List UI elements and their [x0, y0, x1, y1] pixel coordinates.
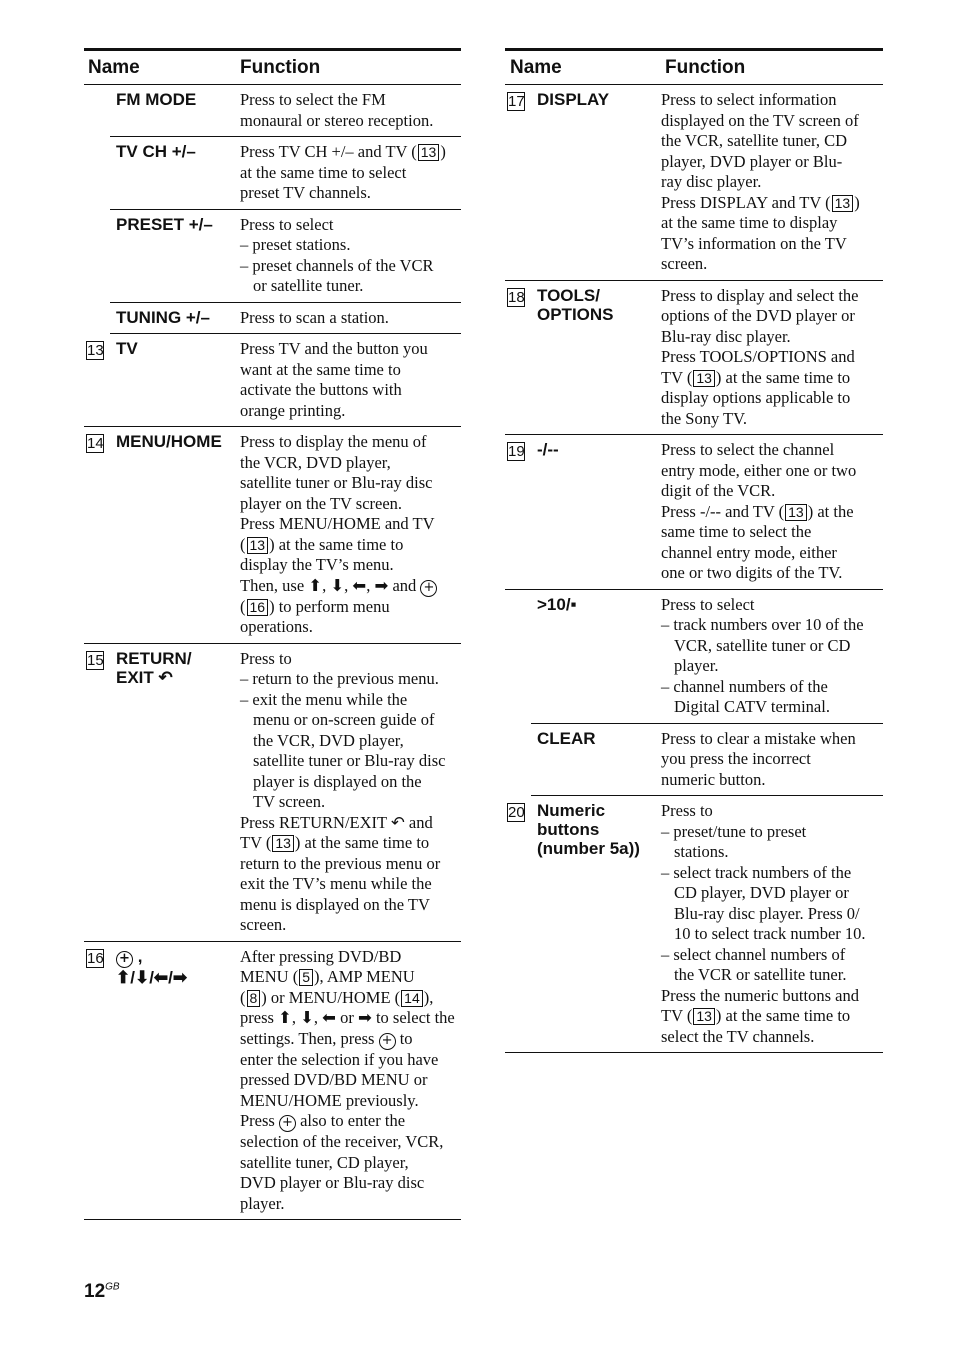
function-line: MENU ( 5 ), AMP MENU: [240, 967, 415, 986]
page-suffix: GB: [105, 1281, 120, 1293]
button-name: >10/▪: [537, 594, 577, 614]
button-name: -/--: [537, 440, 559, 459]
enter-button-icon: +: [379, 1033, 396, 1050]
table-header: [84, 48, 461, 85]
function-line: Blu-ray disc player. Press 0/: [674, 903, 860, 923]
function-line: Press TV CH +/– and TV ( 13 ): [240, 142, 446, 161]
function-line: the VCR, DVD player,: [253, 730, 404, 750]
function-text: [661, 590, 883, 723]
table-row: [505, 796, 883, 1053]
function-line: screen.: [240, 915, 287, 934]
function-line: After pressing DVD/BD: [240, 946, 402, 966]
function-text: [240, 85, 461, 136]
function-line: Press MENU/HOME and TV: [240, 514, 435, 533]
function-line: displayed on the TV screen of: [661, 110, 859, 130]
button-name: DISPLAY: [537, 90, 610, 109]
function-line: menu or on-screen guide of: [253, 710, 435, 729]
function-line: player is displayed on the: [253, 771, 422, 791]
function-line: Press the numeric buttons and: [661, 985, 859, 1005]
function-line: player on the TV screen.: [240, 493, 403, 513]
function-line: CD player, DVD player or: [674, 883, 849, 902]
button-name: TOOLS/ OPTIONS: [537, 285, 614, 324]
function-line: – preset stations.: [240, 235, 351, 254]
button-name: TUNING +/–: [116, 307, 210, 327]
reference-number: 14: [401, 990, 423, 1007]
button-name: FM MODE: [116, 90, 197, 109]
table-row: [84, 644, 461, 942]
function-line: digit of the VCR.: [661, 481, 776, 500]
function-line: Press to select the FM: [240, 90, 386, 109]
function-line: monaural or stereo reception.: [240, 110, 434, 130]
function-text: [240, 644, 461, 941]
function-line: want at the same time to: [240, 359, 401, 379]
function-line: Press to: [661, 801, 713, 820]
function-line: TV ( 13 ) at the same time to: [240, 833, 430, 852]
button-name: MENU/HOME: [116, 432, 222, 451]
function-line: numeric button.: [661, 769, 766, 789]
function-line: MENU/HOME previously.: [240, 1090, 419, 1110]
table-row: [110, 137, 461, 210]
function-line: TV ( 13 ) at the same time to: [661, 1006, 851, 1025]
left-rows: [84, 85, 461, 1220]
function-line: ( 13 ) at the same time to: [240, 534, 404, 554]
function-line: – preset/tune to preset: [661, 821, 807, 841]
reference-number: 8: [247, 990, 261, 1007]
function-line: press ⬆, ⬇, ⬅ or ➡ to select the: [240, 1008, 455, 1027]
function-line: Press to select information: [661, 90, 837, 109]
header-function: Function: [240, 57, 321, 78]
function-line: Press to select: [240, 214, 334, 234]
function-line: – preset channels of the VCR: [240, 255, 434, 275]
page-number-value: 12: [84, 1281, 106, 1302]
enter-button-icon: +: [116, 951, 133, 968]
function-line: selection of the receiver, VCR,: [240, 1132, 444, 1151]
function-line: same time to select the: [661, 522, 812, 541]
function-line: at the same time to display: [661, 213, 838, 232]
function-line: – return to the previous menu.: [240, 669, 439, 688]
function-line: – exit the menu while the: [240, 689, 408, 709]
table-row: [531, 724, 883, 797]
function-line: Press DISPLAY and TV ( 13 ): [661, 192, 860, 212]
function-line: DVD player or Blu-ray disc: [240, 1173, 425, 1192]
reference-number: 16: [247, 599, 269, 616]
row-number: 20: [508, 804, 525, 821]
function-line: – select track numbers of the: [661, 862, 852, 882]
function-line: entry mode, either one or two: [661, 460, 857, 480]
row-number: 14: [87, 435, 104, 452]
function-line: Press to display the menu of: [240, 432, 427, 451]
right-table: [505, 48, 883, 1053]
function-line: orange printing.: [240, 400, 346, 420]
table-row: [531, 590, 883, 724]
button-name: PRESET +/–: [116, 214, 213, 234]
function-line: TV screen.: [253, 792, 326, 811]
right-rows: [505, 85, 883, 1053]
button-name: TV CH +/–: [116, 142, 196, 161]
function-line: Press + also to enter the: [240, 1111, 406, 1130]
button-name: + , ⬆/⬇/⬅/➡: [116, 946, 188, 987]
function-line: preset TV channels.: [240, 183, 371, 202]
button-name: TV: [116, 339, 138, 358]
function-line: Digital CATV terminal.: [674, 697, 830, 716]
table-row: [505, 281, 883, 436]
enter-button-icon: +: [279, 1115, 296, 1132]
reference-number: 13: [693, 370, 715, 387]
function-line: operations.: [240, 617, 313, 636]
function-text: [240, 137, 461, 209]
function-text: [661, 281, 883, 435]
function-line: player.: [240, 1193, 285, 1213]
function-line: player.: [674, 656, 719, 675]
function-line: TV ( 13 ) at the same time to: [661, 367, 851, 387]
function-line: Press TOOLS/OPTIONS and: [661, 347, 855, 366]
function-line: satellite tuner or Blu-ray disc: [240, 473, 433, 492]
function-text: [661, 796, 883, 1052]
function-line: Blu-ray disc player.: [661, 326, 791, 346]
table-row: [505, 435, 883, 590]
function-line: the VCR, DVD player,: [240, 452, 391, 472]
function-line: Press TV and the button you: [240, 339, 428, 358]
table-row: [84, 942, 461, 1221]
function-line: Press to: [240, 648, 292, 668]
row-number: 18: [508, 288, 525, 306]
button-name: CLEAR: [537, 728, 596, 748]
function-line: at the same time to select: [240, 162, 407, 182]
function-line: return to the previous menu or: [240, 853, 441, 873]
function-line: ray disc player.: [661, 172, 762, 191]
function-line: options of the DVD player or: [661, 306, 855, 325]
function-line: screen.: [661, 254, 708, 273]
function-line: Then, use ⬆, ⬇, ⬅, ➡ and +: [240, 576, 461, 597]
function-line: display the TV’s menu.: [240, 555, 394, 574]
row-number: 13: [87, 342, 104, 359]
table-row: [84, 334, 461, 427]
function-line: – select channel numbers of: [661, 944, 846, 964]
function-line: exit the TV’s menu while the: [240, 874, 432, 893]
function-line: Press to select: [661, 594, 755, 614]
header-function: Function: [665, 57, 746, 78]
row-number: 16: [87, 949, 104, 967]
table-header: [505, 48, 883, 85]
function-text: [240, 210, 461, 302]
reference-number: 13: [418, 144, 440, 161]
function-text: [661, 724, 883, 796]
function-line: activate the buttons with: [240, 380, 402, 399]
function-line: TV’s information on the TV: [661, 233, 847, 253]
function-line: satellite tuner or Blu-ray disc: [253, 751, 446, 770]
function-line: – track numbers over 10 of the: [661, 615, 864, 634]
table-row: [110, 210, 461, 303]
function-line: Press to select the channel: [661, 440, 835, 459]
function-line: Press to display and select the: [661, 285, 859, 305]
function-line: Press -/-- and TV ( 13 ) at the: [661, 501, 854, 521]
function-line: ( 8 ) or MENU/HOME ( 14 ),: [240, 987, 434, 1007]
function-line: 10 to select track number 10.: [674, 924, 866, 943]
reference-number: 13: [272, 835, 294, 852]
function-text: [240, 427, 461, 643]
table-row: [110, 85, 461, 137]
function-line: menu is displayed on the TV: [240, 894, 430, 914]
function-text: [661, 435, 883, 589]
table-row: [110, 303, 461, 335]
reference-number: 13: [832, 195, 854, 212]
function-line: enter the selection if you have: [240, 1049, 439, 1069]
page-number: [84, 1281, 120, 1303]
reference-number: 13: [247, 537, 269, 554]
row-number: 19: [508, 443, 525, 460]
function-line: channel entry mode, either: [661, 542, 837, 562]
function-line: settings. Then, press + to: [240, 1028, 413, 1048]
enter-button-icon: +: [420, 580, 437, 597]
function-line: – channel numbers of the: [661, 676, 828, 696]
function-line: stations.: [674, 842, 729, 861]
function-line: player, DVD player or Blu-: [661, 151, 843, 171]
function-line: the VCR, satellite tuner, CD: [661, 131, 848, 150]
function-line: display options applicable to: [661, 388, 851, 407]
table-row: [84, 427, 461, 644]
button-name: Numeric buttons (number 5a)): [537, 801, 640, 858]
header-name: Name: [510, 57, 562, 78]
function-line: or satellite tuner.: [253, 276, 364, 295]
function-line: one or two digits of the TV.: [661, 563, 843, 582]
function-line: satellite tuner, CD player,: [240, 1152, 409, 1172]
table-row: [505, 85, 883, 281]
function-text: [661, 85, 883, 280]
function-line: ( 16 ) to perform menu: [240, 596, 390, 616]
reference-number: 13: [693, 1008, 715, 1025]
row-number: 15: [87, 651, 104, 669]
function-line: Press RETURN/EXIT ↶ and: [240, 812, 433, 832]
function-line: Press to scan a station.: [240, 307, 389, 327]
function-line: pressed DVD/BD MENU or: [240, 1070, 428, 1089]
row-number: 17: [508, 93, 525, 110]
function-text: [240, 942, 461, 1220]
function-line: Press to clear a mistake when: [661, 728, 856, 748]
header-name: Name: [88, 57, 140, 78]
reference-number: 13: [785, 504, 807, 521]
function-line: VCR, satellite tuner or CD: [674, 635, 851, 655]
function-text: [240, 303, 461, 334]
button-name: RETURN/ EXIT ↶: [116, 648, 192, 687]
function-text: [240, 334, 461, 426]
function-line: the Sony TV.: [661, 408, 748, 428]
left-table: [84, 48, 461, 1220]
function-line: you press the incorrect: [661, 749, 811, 768]
function-line: select the TV channels.: [661, 1026, 815, 1046]
reference-number: 5: [299, 969, 313, 986]
function-line: the VCR or satellite tuner.: [674, 965, 847, 984]
